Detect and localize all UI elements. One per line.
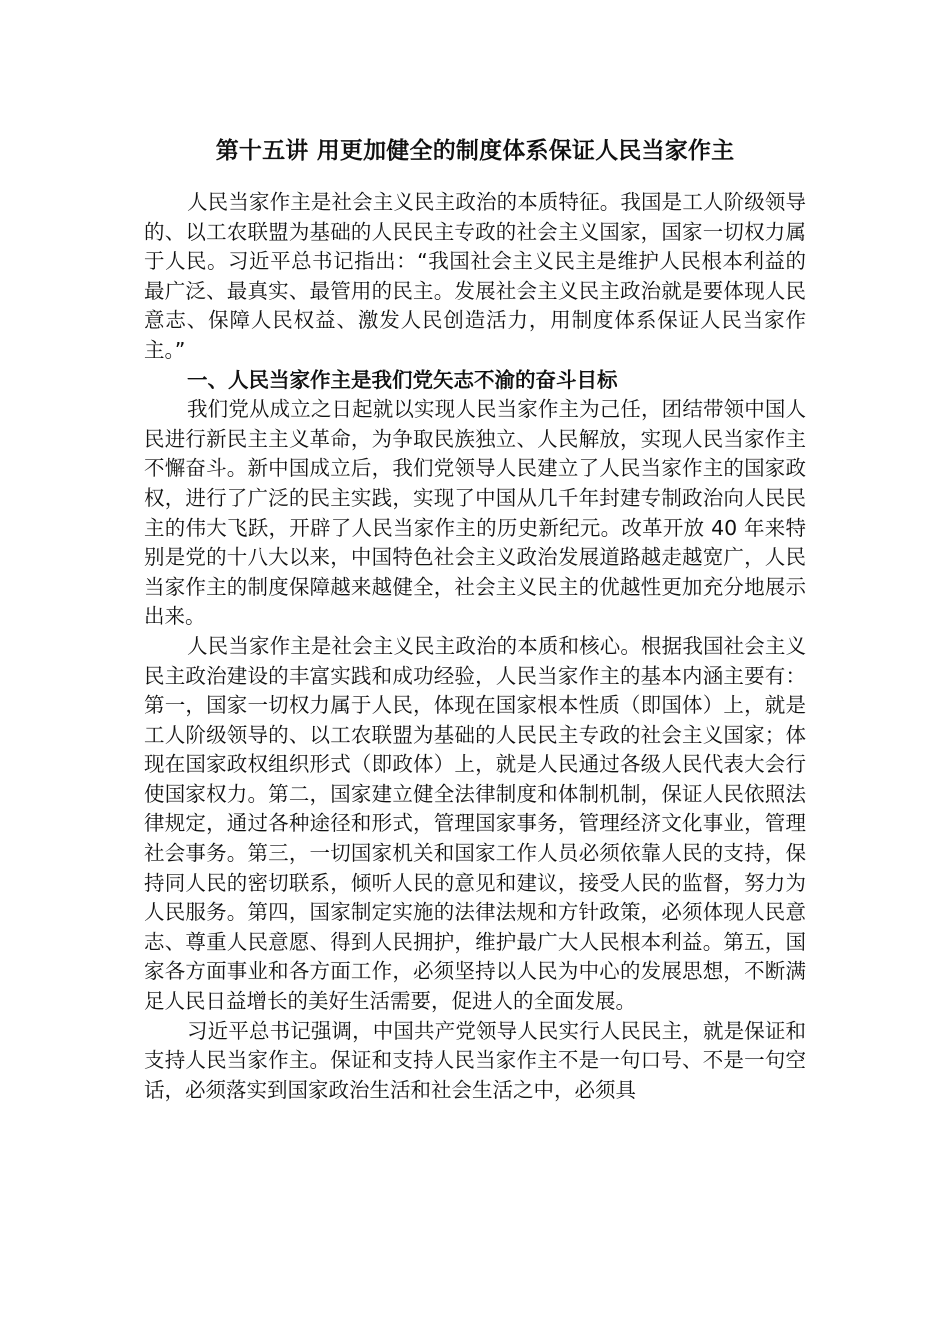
section-1-paragraph-2: 人民当家作主是社会主义民主政治的本质和核心。根据我国社会主义民主政治建设的丰富实践和成功经验，人民当家作主的基本内涵主要有：第一，国家一切权力属于人民，体现在国家根本性质（即国体）上，就是工人阶级领导的、以工农联盟为基础的人民民主专政的社会主义国家；体现在国家政权组织形式（即政体）上，就是人民通过各级人民代表大会行使国家权力。第二，国家建立健全法律制度和体制机制，保证人民依照法律规定，通过各种途径和形式，管理国家事务，管理经济文化事业，管理社会事务。第三，一切国家机关和国家工作人员必须依靠人民的支持，保持同人民的密切联系，倾听人民的意见和建议，接受人民的监督，努力为人民服务。第四，国家制定实施的法律法规和方针政策，必须体现人民意志、尊重人民意愿、得到人民拥护，维护最广大人民根本利益。第五，国家各方面事业和各方面工作，必须坚持以人民为中心的发展思想，不断满足人民日益增长的美好生活需要，促进人的全面发展。 — [144, 633, 806, 1014]
document-title: 第十五讲 用更加健全的制度体系保证人民当家作主 — [215, 138, 735, 164]
intro-paragraph: 人民当家作主是社会主义民主政治的本质特征。我国是工人阶级领导的、以工农联盟为基础的人民民主专政的社会主义国家，国家一切权力属于人民。习近平总书记指出：“我国社会主义民主是维护人民根本利益的最广泛、最真实、最管用的民主。发展社会主义民主政治就是要体现人民意志、保障人民权益、激发人民创造活力，用制度体系保证人民当家作主。” — [144, 190, 806, 362]
section-1-paragraph-1: 我们党从成立之日起就以实现人民当家作主为己任，团结带领中国人民进行新民主主义革命，为争取民族独立、人民解放，实现人民当家作主不懈奋斗。新中国成立后，我们党领导人民建立了人民当家作主的国家政权，进行了广泛的民主实践，实现了中国从几千年封建专制政治向人民民主的伟大飞跃，开辟了人民当家作主的历史新纪元。改革开放 40 年来特别是党的十八大以来，中国特色社会主义政治发展道路越走越宽广，人民当家作主的制度保障越来越健全，社会主义民主的优越性更加充分地展示出来。 — [144, 397, 806, 629]
document-page — [144, 133, 806, 1105]
section-1-paragraph-3: 习近平总书记强调，中国共产党领导人民实行人民民主，就是保证和支持人民当家作主。保证和支持人民当家作主不是一句口号、不是一句空话，必须落实到国家政治生活和社会生活之中，必须具 — [144, 1018, 806, 1102]
section-heading-1: 一、人民当家作主是我们党矢志不渝的奋斗目标 — [187, 367, 618, 392]
